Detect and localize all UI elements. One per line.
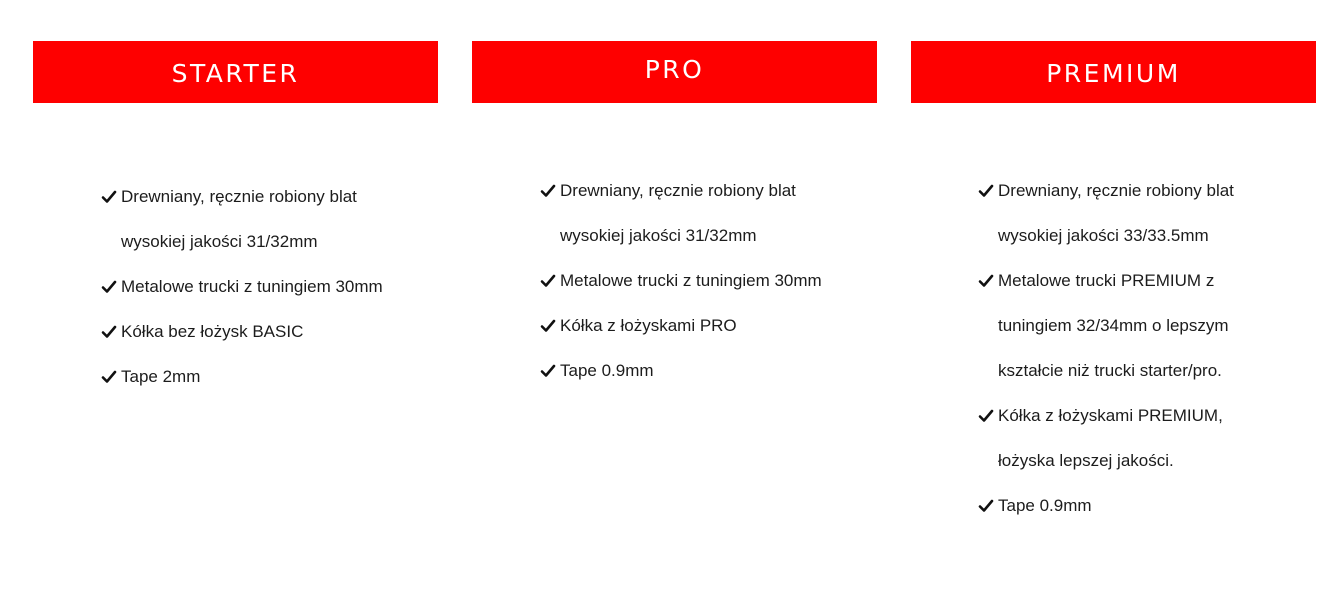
- plan-header-starter: [33, 41, 438, 103]
- feature-text: Drewniany, ręcznie robiony blat wysokiej jakości 33/33.5mm: [998, 181, 1234, 245]
- plan-header-premium: [911, 41, 1316, 103]
- check-icon: [978, 498, 994, 514]
- feature-item: [978, 483, 1268, 528]
- check-icon: [540, 318, 556, 334]
- feature-text: Metalowe trucki z tuningiem 30mm: [560, 271, 822, 290]
- feature-item: [978, 393, 1268, 483]
- feature-text: Tape 0.9mm: [998, 496, 1092, 515]
- plan-title: PREMIUM: [1046, 58, 1181, 88]
- feature-list-starter: [101, 174, 391, 399]
- feature-item: [101, 354, 391, 399]
- check-icon: [540, 273, 556, 289]
- feature-item: [540, 303, 830, 348]
- check-icon: [978, 408, 994, 424]
- feature-text: Drewniany, ręcznie robiony blat wysokiej jakości 31/32mm: [121, 187, 357, 251]
- plan-title: PRO: [644, 54, 705, 84]
- check-icon: [978, 273, 994, 289]
- feature-text: Kółka bez łożysk BASIC: [121, 322, 304, 341]
- plan-title: STARTER: [171, 58, 300, 88]
- check-icon: [101, 189, 117, 205]
- feature-item: [101, 264, 391, 309]
- feature-text: Metalowe trucki PREMIUM z tuningiem 32/34mm o lepszym kształcie niż trucki starter/pro.: [998, 271, 1229, 380]
- feature-list-pro: [540, 168, 830, 393]
- feature-text: Kółka z łożyskami PREMIUM, łożyska lepszej jakości.: [998, 406, 1223, 470]
- feature-list-premium: [978, 168, 1268, 528]
- feature-item: [540, 168, 830, 258]
- plan-header-pro: [472, 41, 877, 103]
- check-icon: [540, 363, 556, 379]
- feature-item: [101, 309, 391, 354]
- check-icon: [540, 183, 556, 199]
- feature-item: [978, 168, 1268, 258]
- check-icon: [101, 369, 117, 385]
- feature-text: Kółka z łożyskami PRO: [560, 316, 737, 335]
- feature-item: [540, 348, 830, 393]
- feature-text: Tape 2mm: [121, 367, 201, 386]
- feature-item: [101, 174, 391, 264]
- check-icon: [101, 279, 117, 295]
- feature-text: Tape 0.9mm: [560, 361, 654, 380]
- feature-text: Drewniany, ręcznie robiony blat wysokiej jakości 31/32mm: [560, 181, 796, 245]
- feature-item: [540, 258, 830, 303]
- check-icon: [978, 183, 994, 199]
- check-icon: [101, 324, 117, 340]
- feature-item: [978, 258, 1268, 393]
- feature-text: Metalowe trucki z tuningiem 30mm: [121, 277, 383, 296]
